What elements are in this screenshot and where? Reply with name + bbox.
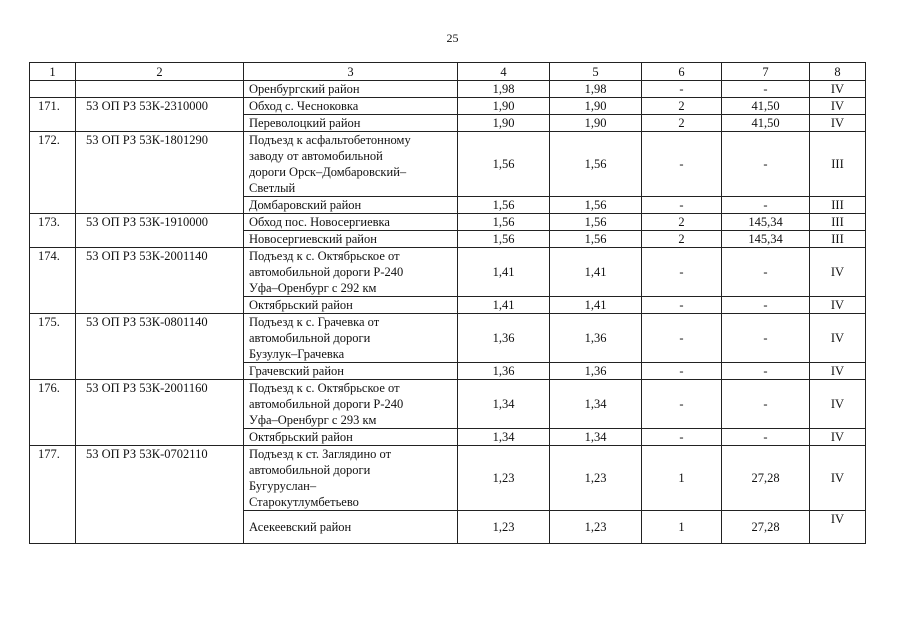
table-cell: 1,56 (458, 132, 550, 197)
entry-number: 172. (30, 132, 76, 214)
table-cell: IV (810, 429, 866, 446)
table-cell: 41,50 (722, 115, 810, 132)
table-cell: 1,23 (550, 511, 642, 544)
table-cell: 1,90 (550, 115, 642, 132)
road-code: 53 ОП РЗ 53К-0702110 (76, 446, 244, 544)
road-name (244, 248, 458, 297)
table-row (30, 314, 866, 363)
road-name: Обход пос. Новосергиевка (244, 214, 458, 231)
header-cell-8: 8 (810, 63, 866, 81)
district-name: Оренбургский район (244, 81, 458, 98)
table-cell: 2 (642, 98, 722, 115)
table-cell: - (722, 197, 810, 214)
entry-number: 177. (30, 446, 76, 544)
road-name-line: автомобильной дороги Р-240 (249, 397, 404, 411)
table-cell: - (642, 81, 722, 98)
table-row (30, 132, 866, 197)
table-cell: 2 (642, 115, 722, 132)
table-cell: - (722, 380, 810, 429)
road-name-line: автомобильной дороги (249, 331, 371, 345)
header-cell-3: 3 (244, 63, 458, 81)
table-cell: 1,34 (550, 429, 642, 446)
table-cell: IV (810, 380, 866, 429)
header-cell-1: 1 (30, 63, 76, 81)
road-code: 53 ОП РЗ 53К-1801290 (76, 132, 244, 214)
district-name: Октябрьский район (244, 429, 458, 446)
table-cell: 1,56 (458, 231, 550, 248)
road-name-line: Бузулук–Грачевка (249, 347, 345, 361)
table-cell: - (722, 132, 810, 197)
table-cell: - (642, 132, 722, 197)
table-cell: 1,56 (458, 197, 550, 214)
road-name-line: заводу от автомобильной (249, 149, 383, 163)
table-cell: IV (810, 98, 866, 115)
table-cell: 1,34 (458, 380, 550, 429)
table-cell: III (810, 132, 866, 197)
table-cell: 1,56 (550, 197, 642, 214)
table-cell: - (642, 380, 722, 429)
table-cell: 1,36 (458, 363, 550, 380)
table-cell: 27,28 (722, 446, 810, 511)
table-row (30, 446, 866, 511)
table-cell: IV (810, 511, 866, 544)
table-cell: 1,56 (550, 231, 642, 248)
roads-table (29, 62, 866, 544)
road-name-line: дороги Орск–Домбаровский– (249, 165, 407, 179)
table-cell: 1,23 (550, 446, 642, 511)
road-name-line: Уфа–Оренбург с 292 км (249, 281, 377, 295)
entry-number: 176. (30, 380, 76, 446)
header-cell-7: 7 (722, 63, 810, 81)
table-cell: 2 (642, 231, 722, 248)
road-name-line: Уфа–Оренбург с 293 км (249, 413, 377, 427)
table-cell: - (642, 297, 722, 314)
road-code: 53 ОП РЗ 53К-2310000 (76, 98, 244, 132)
road-name (244, 380, 458, 429)
table-cell: 1,56 (458, 214, 550, 231)
road-name-line: автомобильной дороги (249, 463, 371, 477)
table-cell: IV (810, 446, 866, 511)
table-cell (30, 81, 76, 98)
table-cell: 1,41 (550, 297, 642, 314)
entry-number: 175. (30, 314, 76, 380)
table-cell: III (810, 197, 866, 214)
district-name: Домбаровский район (244, 197, 458, 214)
table-cell: 145,34 (722, 231, 810, 248)
table-cell: - (642, 248, 722, 297)
table-cell: IV (810, 314, 866, 363)
road-name-line: Подъезд к асфальтобетонному (249, 133, 411, 147)
table-cell: 1,90 (458, 115, 550, 132)
table-cell: 27,28 (722, 511, 810, 544)
road-code: 53 ОП РЗ 53К-2001140 (76, 248, 244, 314)
table-row (30, 380, 866, 429)
road-name (244, 132, 458, 197)
table-cell: IV (810, 248, 866, 297)
entry-number: 173. (30, 214, 76, 248)
table-cell: III (810, 231, 866, 248)
road-name-line: Подъезд к с. Октябрьское от (249, 249, 400, 263)
table-cell: 1,98 (458, 81, 550, 98)
header-cell-5: 5 (550, 63, 642, 81)
table-cell: 1,36 (550, 363, 642, 380)
table-cell: 1,36 (458, 314, 550, 363)
table-cell: 1,41 (550, 248, 642, 297)
table-row (30, 98, 866, 115)
entry-number: 174. (30, 248, 76, 314)
table-cell (76, 81, 244, 98)
table-cell: - (722, 363, 810, 380)
road-name (244, 314, 458, 363)
road-name-line: автомобильной дороги Р-240 (249, 265, 404, 279)
table-cell: III (810, 214, 866, 231)
road-code: 53 ОП РЗ 53К-2001160 (76, 380, 244, 446)
table-cell: IV (810, 81, 866, 98)
road-name-line: Бугуруслан– (249, 479, 317, 493)
district-name: Новосергиевский район (244, 231, 458, 248)
table-cell: 1,34 (550, 380, 642, 429)
table-cell: 1,23 (458, 446, 550, 511)
table-cell: 1,23 (458, 511, 550, 544)
table-cell: IV (810, 363, 866, 380)
header-cell-2: 2 (76, 63, 244, 81)
table-cell: 1,90 (458, 98, 550, 115)
table-cell: 1,36 (550, 314, 642, 363)
table-cell: - (722, 81, 810, 98)
table-cell: 1,56 (550, 132, 642, 197)
table-row (30, 248, 866, 297)
page-number: 25 (446, 31, 459, 45)
table-cell: IV (810, 115, 866, 132)
road-name-line: Подъезд к ст. Заглядино от (249, 447, 392, 461)
table-cell: 1,34 (458, 429, 550, 446)
road-code: 53 ОП РЗ 53К-1910000 (76, 214, 244, 248)
table-cell: - (722, 248, 810, 297)
table-cell: - (722, 297, 810, 314)
district-name: Октябрьский район (244, 297, 458, 314)
table-cell: 1,41 (458, 248, 550, 297)
table-cell: 1,41 (458, 297, 550, 314)
entry-number: 171. (30, 98, 76, 132)
road-name-line: Светлый (249, 181, 296, 195)
table-cell: 2 (642, 214, 722, 231)
table-cell: 1,90 (550, 98, 642, 115)
road-name-line: Подъезд к с. Грачевка от (249, 315, 380, 329)
table-cell: 1 (642, 511, 722, 544)
district-name: Грачевский район (244, 363, 458, 380)
table-cell: - (722, 429, 810, 446)
table-cell: - (642, 197, 722, 214)
table-cell: 1 (642, 446, 722, 511)
header-row (30, 63, 866, 81)
road-name: Обход с. Чесноковка (244, 98, 458, 115)
road-name-line: Старокутлумбетьево (249, 495, 359, 509)
table-cell: 145,34 (722, 214, 810, 231)
header-cell-6: 6 (642, 63, 722, 81)
district-name: Асекеевский район (244, 511, 458, 544)
table-cell: IV (810, 297, 866, 314)
header-cell-4: 4 (458, 63, 550, 81)
table-row (30, 214, 866, 231)
district-name: Переволоцкий район (244, 115, 458, 132)
road-name-line: Подъезд к с. Октябрьское от (249, 381, 400, 395)
table-cell: 41,50 (722, 98, 810, 115)
road-name (244, 446, 458, 511)
table-cell: - (642, 429, 722, 446)
table-cell: - (722, 314, 810, 363)
table-cell: 1,56 (550, 214, 642, 231)
road-code: 53 ОП РЗ 53К-0801140 (76, 314, 244, 380)
table-row (30, 81, 866, 98)
table-cell: - (642, 314, 722, 363)
table-cell: 1,98 (550, 81, 642, 98)
table-cell: - (642, 363, 722, 380)
